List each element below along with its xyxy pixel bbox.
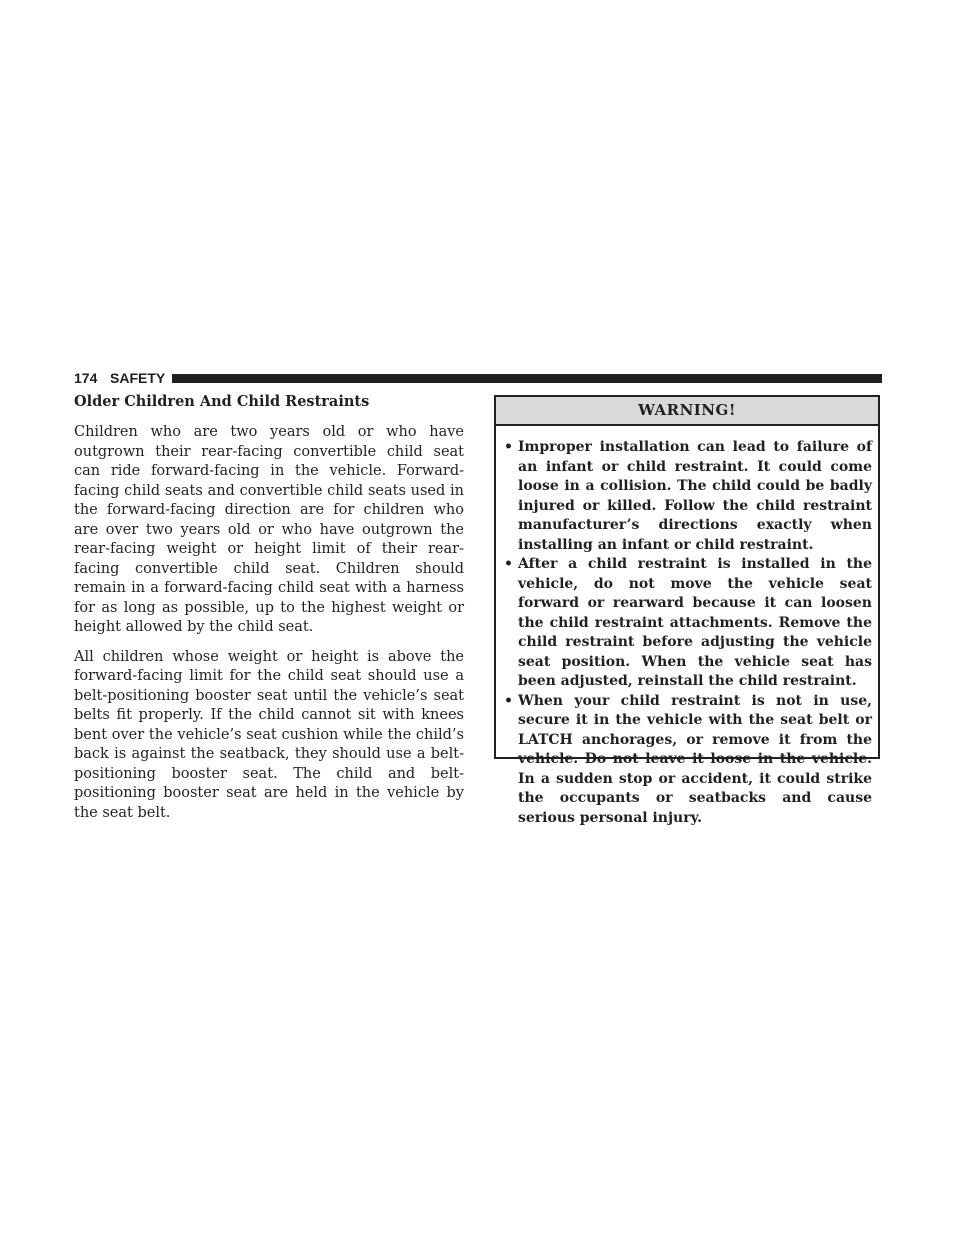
paragraph: All children whose weight or height is above the forward-facing limit for the child seat should use a belt-positioning booster seat until the vehicle’s seat belts fit properly. If the child cannot sit with knees bent over the vehicle’s seat cushion while the child’s back is against the seatback, they should use a belt-positioning booster seat. The child and belt-positioning booster seat are held in the vehicle by the seat belt.	[74, 648, 464, 821]
warning-item	[504, 438, 872, 555]
warning-item	[504, 692, 872, 829]
header-rule	[172, 374, 882, 383]
warning-item-text: Improper installation can lead to failure of an infant or child restraint. It could come loose in a collision. The child could be badly injured or killed. Follow the child restraint manufacturer’s directions exactly when installing an infant or child restraint.	[518, 439, 872, 553]
bullet-icon: •	[504, 692, 513, 709]
warning-item-text: After a child restraint is installed in the vehicle, do not move the vehicle seat forward or rearward because it can loosen the child restraint attachments. Remove the child restraint before adjusting the vehicle seat position. When the vehicle seat has been adjusted, reinstall the child restraint.	[518, 556, 872, 689]
bullet-icon: •	[504, 556, 513, 572]
warning-item	[504, 555, 872, 692]
bullet-icon: •	[504, 439, 513, 455]
warning-box	[494, 395, 880, 826]
section-heading: Older Children And Child Restraints	[74, 393, 370, 410]
paragraph: Children who are two years old or who have outgrown their rear-facing convertible child seat can ride forward-facing in the vehicle. Forward-facing child seats and convertible child seats used in the forward-facing direction are for children who are over two years old or who have outgrown the rear-facing weight or height limit of their rear-facing convertible child seat. Children should remain in a forward-facing child seat with a harness for as long as possible, up to the highest weight or height allowed by the child seat.	[74, 424, 464, 635]
page-number: 174	[74, 370, 98, 386]
page-header	[74, 368, 882, 388]
warning-item-text: When your child restraint is not in use, secure it in the vehicle with the seat belt or LATCH anchorages, or remove it from the vehicle. Do not leave it loose in the vehicle. In a sudden stop or accident, it could strike the occupants or seatbacks and cause serious personal injury.	[518, 692, 872, 826]
left-column	[74, 392, 464, 833]
section-title: SAFETY	[110, 370, 166, 386]
warning-title: WARNING!	[496, 397, 878, 426]
warning-list	[496, 426, 878, 828]
